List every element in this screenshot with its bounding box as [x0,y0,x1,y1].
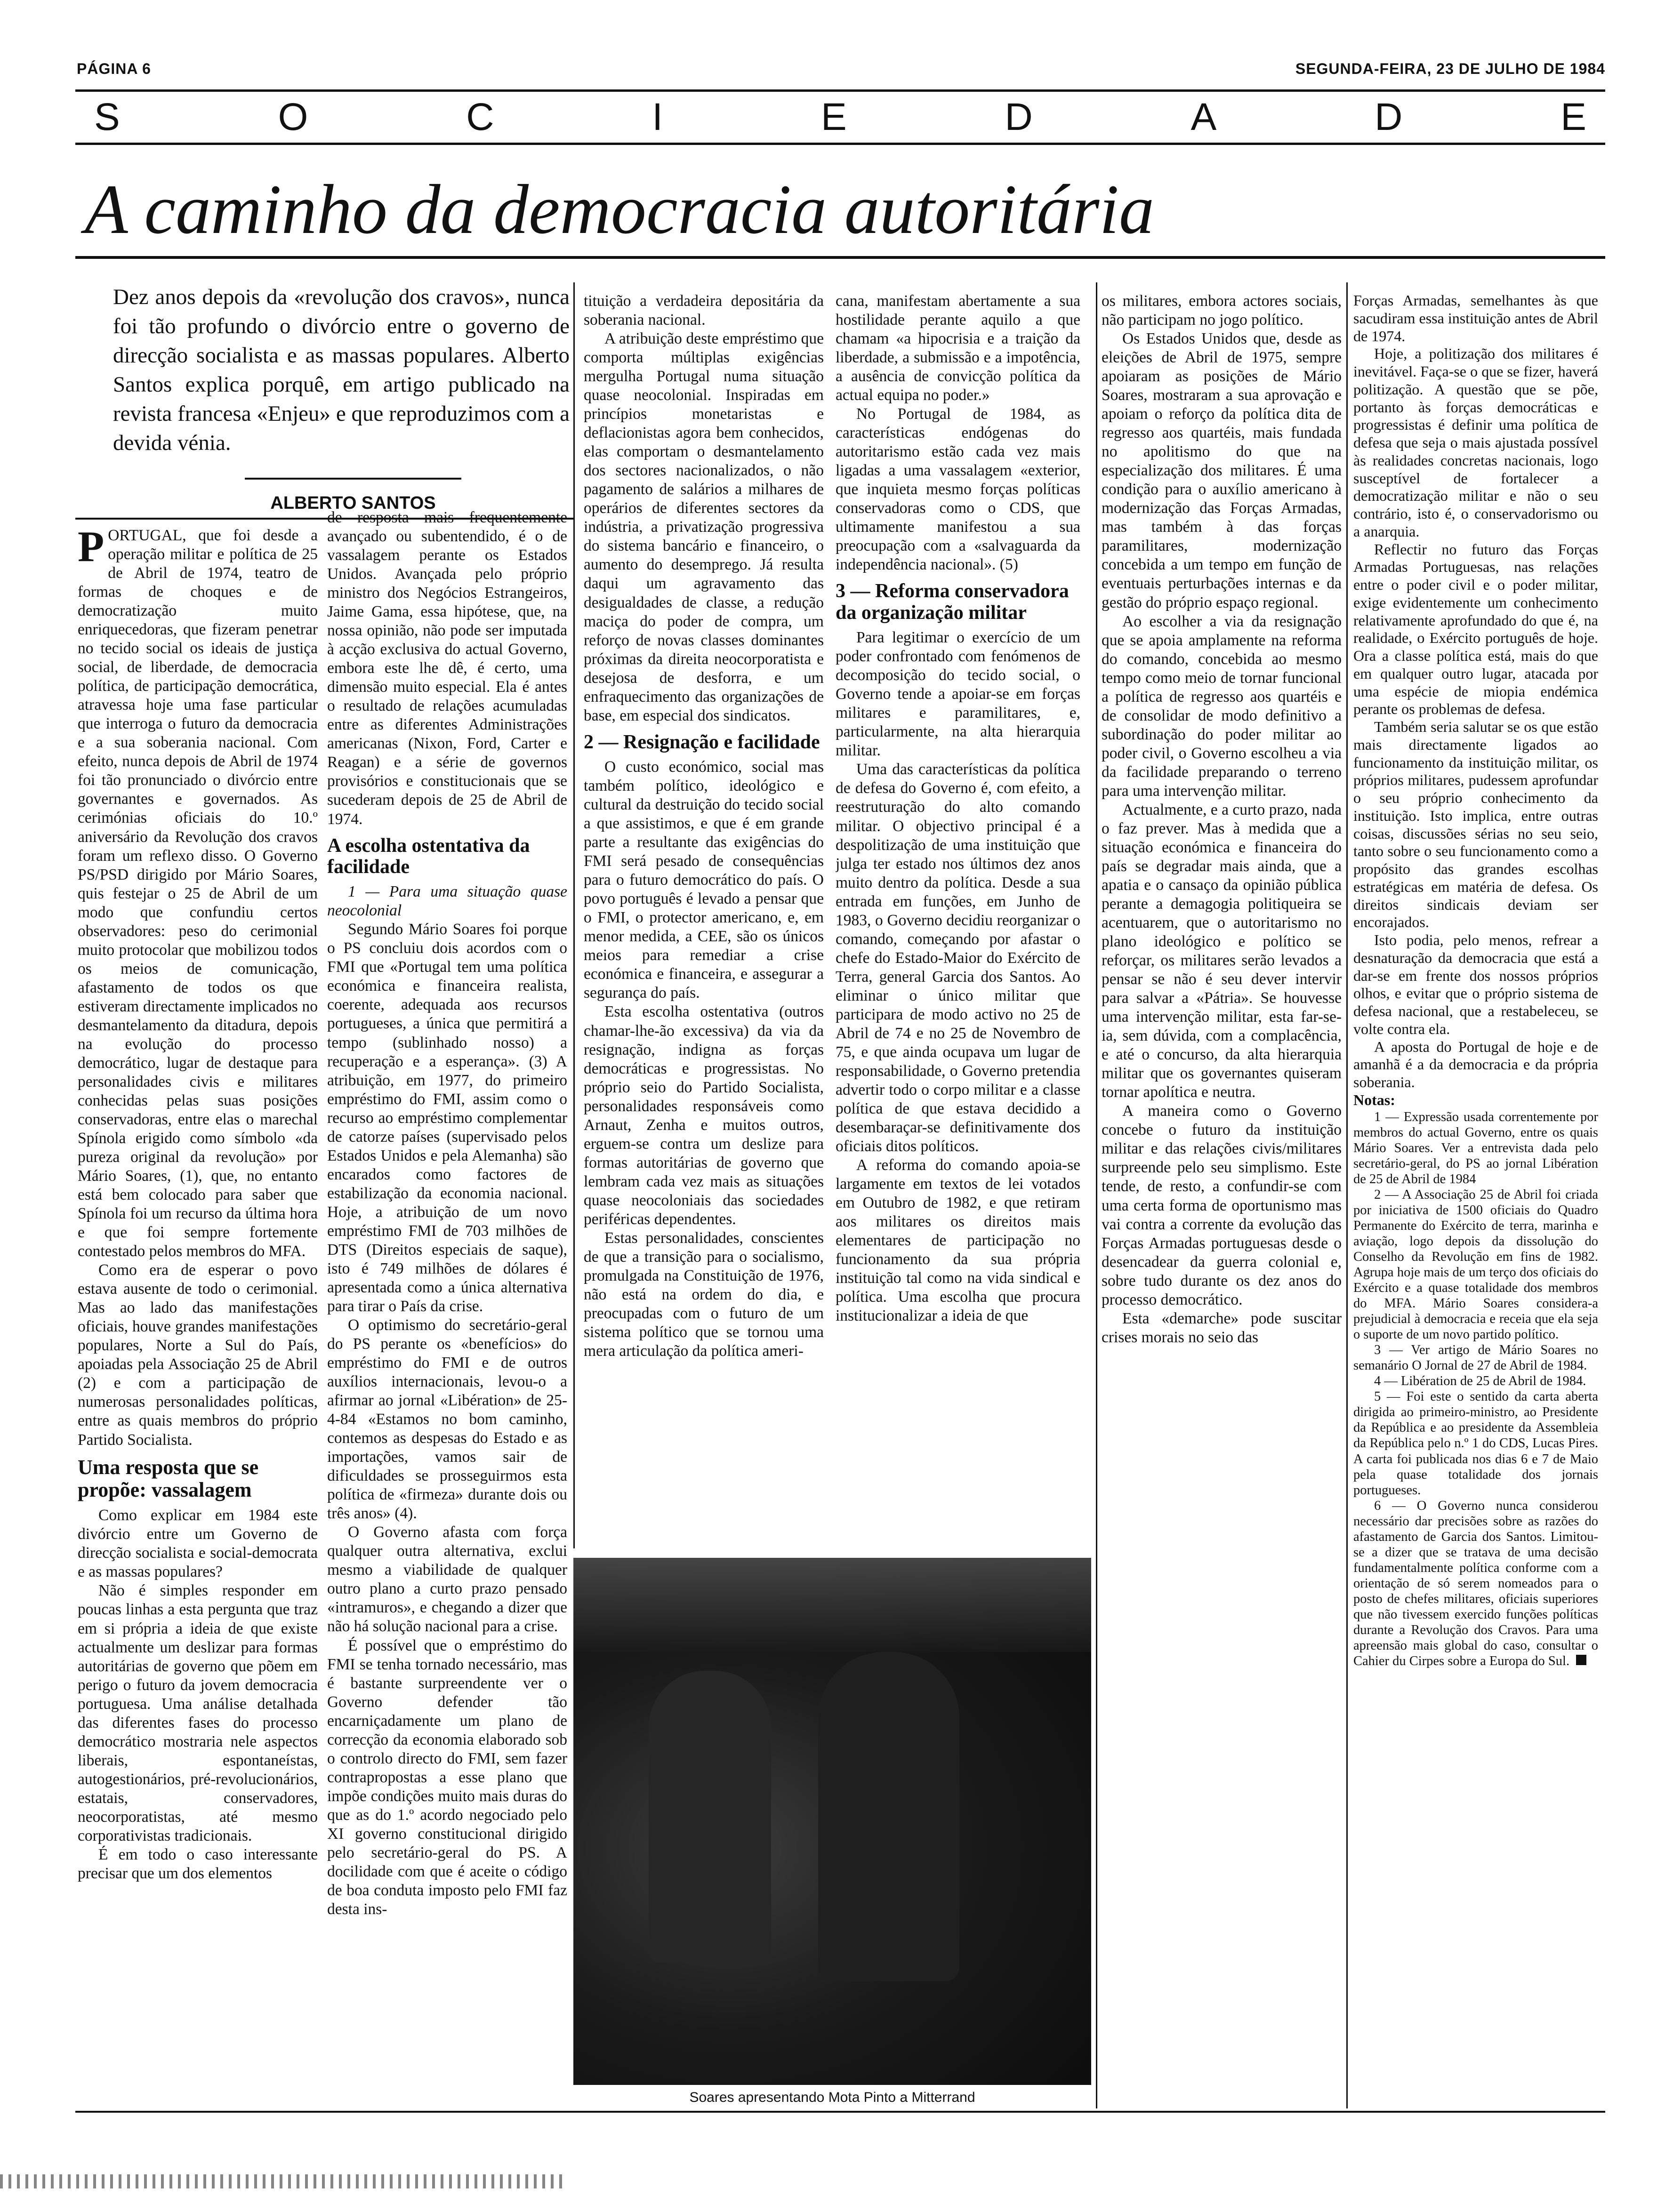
paragraph: Ao escolher a via da resignação que se apoia amplamente na reforma do comando, concebida ao mesmo tempo como meio de tornar funcional a política de regresso aos quartéis e de consolidar de modo definitivo a subordinação do poder militar ao poder civil, o Governo escolheu a via da facilidade preparando o terreno para uma intervenção militar. [1102,612,1342,800]
footnote: 3 — Ver artigo de Mário Soares no semanário O Jornal de 27 de Abril de 1984. [1353,1343,1598,1373]
section-letter: E [1560,96,1586,138]
paragraph: 1 — Para uma situação quase neocolonial [327,883,567,920]
paragraph: O custo económico, social mas também político, ideológico e cultural da destruição do tecido social a que assistimos, e que é em grande parte a resultante das exigências do FMI será pesado de consequências para o futuro democrático do país. O povo português é levado a pensar que o FMI, o protector americano, e, em menor medida, a CEE, são os únicos meios para remediar a crise económica e financeira, e assegurar a segurança do país. [584,758,824,1002]
subheading: A escolha ostentativa da facilidade [327,834,530,878]
article-column-5 [1102,292,1342,1548]
paragraph: Esta escolha ostentativa (outros chamar-lhe-ão excessiva) da via da resignação, indigna as forças democráticas e progressistas. No próprio seio do Partido Socialista, personalidades responsáveis como Arnaut, Zenha e muitos outros, erguem-se contra um deslize para formas autoritárias de governo que lembram cada vez mais as situações quase neocoloniais das sociedades periféricas dependentes. [584,1003,824,1228]
article-column-4 [836,292,1080,1548]
paragraph: Forças Armadas, semelhantes às que sacudiram essa instituição antes de Abril de 1974. [1353,292,1598,345]
section-letter: I [652,96,663,138]
footnote: 1 — Expressão usada correntemente por membros do actual Governo, entre os quais Mário Soares. Ver a entrevista dada pelo secretário-geral, do PS ao jornal Libération de 25 de Abril de 1984 [1353,1109,1598,1186]
byline: ALBERTO SANTOS [270,493,436,513]
paragraph: É possível que o empréstimo do FMI se tenha tornado necessário, mas é bastante surpreendente ver o Governo defender tão encarniçadamente um plano de correcção da economia elaborado sob o controlo directo do FMI, sem fazer contrapropostas a esse plano que impõe condições muito mais duras do que as do 1.º acordo negociado pelo XI governo constitucional dirigido pelo secretário-geral do PS. A docilidade com que é aceite o código de boa conduta imposto pelo FMI faz desta ins- [327,1636,567,1918]
section-letter: E [820,96,847,138]
column-rule [1096,282,1097,2108]
page-bottom-rule [75,2111,1605,2113]
column-rule [1346,282,1348,2108]
paragraph: Esta «demarche» pode suscitar crises morais no seio das [1102,1309,1342,1346]
column-rule [573,282,575,1548]
article-lead: Dez anos depois da «revolução dos cravos», nunca foi tão profundo o divórcio entre o governo de direcção socialista e as massas populares. Alberto Santos explica porquê, em artigo publicado na revista francesa «Enjeu» e que reproduzimos com a devida vénia. [113,285,570,456]
paragraph: Os Estados Unidos que, desde as eleições de Abril de 1975, sempre apoiaram as posições de Mário Soares, mostraram a sua aprovação e apoiam o reforço da política dita de regresso aos quartéis, mais fundada no apolitismo do que na especialização dos militares. É uma condição para o auxílio americano à modernização das Forças Armadas, mas também à das forças paramilitares, modernização concebida a um tempo em função de eventuais perturbações internas e da gestão do próprio espaço regional. [1102,330,1342,611]
paragraph: Como era de esperar o povo estava ausente de todo o cerimonial. Mas ao lado das manifestações oficiais, houve grandes manifestações populares, Norte a Sul do País, apoiadas pela Associação 25 de Abril (2) e com a participação de numerosas personalidades políticas, entre as quais membros do próprio Partido Socialista. [78,1261,318,1449]
paragraph: tituição a verdadeira depositária da soberania nacional. [584,292,824,329]
photo-background [573,1558,1091,1652]
paragraph: PORTUGAL, que foi desde a operação militar e política de 25 de Abril de 1974, teatro de formas de choques e de democratização muito enriquecedoras, que fizeram penetrar no tecido social os ideais de justiça social, de liberdade, de democracia política, de participação democrática, atravessa hoje uma fase particular que interroga o futuro da democracia e a sua soberania nacional. Com efeito, nunca depois de Abril de 1974 foi tão pronunciado o divórcio entre governantes e governados. As cerimónias oficiais do 10.º aniversário da Revolução dos cravos foram um reflexo disso. O Governo PS/PSD dirigido por Mário Soares, quis festejar o 25 de Abril de um modo que confundiu certos observadores: peso do cerimonial muito protocolar que mobilizou todos os meios de comunicação, afastamento de todos os que estiveram directamente implicados no desmantelamento da ditadura, depois na evolução do processo democrático, lugar de destaque para personalidades civis e militares conhecidas pelas suas posições conservadoras, entre elas o marechal Spínola erigido como símbolo «da pureza original da revolução» por Mário Soares, (1), que, no entanto está bem colocado para saber que Spínola foi um recurso da última hora e que foi sempre fortemente contestado pelos membros do MFA. [78,526,318,1260]
paragraph: A aposta do Portugal de hoje e de amanhã é a da democracia e da própria soberania. [1353,1038,1598,1090]
section-letter: O [278,96,308,138]
paragraph: O optimismo do secretário-geral do PS perante os «benefícios» do empréstimo do FMI e de outros auxílios internacionais, levou-o a afirmar ao jornal «Libération» de 25-4-84 «Estamos no bom caminho, contemos as despesas do Estado e as importações, vamos sair de dificuldades se prosseguirmos esta política de «firmeza» durante dois ou três anos» (4). [327,1316,567,1523]
notes-heading: Notas: [1353,1091,1395,1108]
section-letter: C [466,96,494,138]
paragraph: Para legitimar o exercício de um poder confrontado com fenómenos de decomposição do tecido social, o Governo tende a apoiar-se em forças militares e paramilitares, e, particularmente, na alta hierarquia militar. [836,629,1080,760]
person-silhouette [649,1671,771,1963]
headline: A caminho da democracia autoritária [85,170,1155,248]
paragraph: Não é simples responder em poucas linhas a esta pergunta que traz em si própria a ideia de que existe actualmente um deslizar para formas autoritárias de governo que põem em perigo o futuro da jovem democracia portuguesa. Uma análise detalhada das diferentes fases do processo democrático mostraria nele aspectos liberais, espontaneístas, autogestionários, pré-revolucionários, estatais, conservadores, neocorporatistas, até mesmo corporativistas tradicionais. [78,1582,318,1844]
paragraph: de resposta mais frequentemente avançado ou subentendido, é o de vassalagem perante os Estados Unidos. Avançada pelo próprio ministro dos Negócios Estrangeiros, Jaime Gama, essa hipótese, que, na nossa opinião, não pode ser imputada à acção exclusiva do actual Governo, embora este lhe dê, é certo, uma dimensão muito especial. Ela é antes o resultado de relações acumuladas entre as diferentes Administrações americanas (Nixon, Ford, Carter e Reagan) e a série de governos provisórios e constitucionais que se sucederam depois de 25 de Abril de 1974. [327,509,567,828]
paragraph: Reflectir no futuro das Forças Armadas Portuguesas, nas relações entre o poder civil e o poder militar, exige evidentemente um conhecimento relativamente aprofundado do que é, na realidade, o Exército português de hoje. Ora a classe política está, mais do que em qualquer outro lugar, atacada por uma espécie de miopia endémica perante os problemas de defesa. [1353,540,1598,718]
paragraph: No Portugal de 1984, as características endógenas do autoritarismo estão cada vez mais ligadas a uma vassalagem «exterior, que inquieta mesmo forças políticas conservadoras como o CDS, que ultimamente manifestou a sua preocupação com a «salvaguarda da independência nacional». (5) [836,405,1080,574]
article-column-3 [584,292,824,1548]
page-number: PÁGINA 6 [77,60,151,77]
paragraph: A atribuição deste empréstimo que comporta múltiplas exigências mergulha Portugal numa situação quase neocolonial. Inspiradas em princípios monetaristas e deflacionistas agora bem conhecidos, elas comportam o desmantelamento dos sectores nacionalizados, o não pagamento de salários a milhares de operários de diferentes sectores da indústria, a privatização progressiva do sistema bancário e financeiro, o aumento do desemprego. Já resulta daqui um agravamento das desigualdades de classe, a redução maciça do poder de compra, um reforço de novas classes dominantes próximas da direita neocorporatista e desejosa de desforra, e um enfraquecimento das organizações de base, em especial dos sindicatos. [584,330,824,724]
subheading: Uma resposta que se propõe: vassalagem [78,1455,259,1501]
section-letter: A [1190,96,1217,138]
section-letter: S [94,96,120,138]
subheading: 2 — Resignação e facilidade [584,731,820,753]
paragraph: É em todo o caso interessante precisar que um dos elementos [78,1845,318,1882]
person-silhouette [818,1652,959,1981]
paragraph: A reforma do comando apoia-se largamente em textos de lei votados em Outubro de 1982, e que retiram aos militares os direitos mais elementares de participação no funcionamento da sua própria instituição tal como na vida sindical e política. Uma escolha que procura institucionalizar a ideia de que [836,1156,1080,1325]
paragraph: os militares, embora actores sociais, não participam no jogo político. [1102,292,1342,329]
paragraph: Estas personalidades, conscientes de que a transição para o socialismo, promulgada na Constituição de 1976, não está na ordem do dia, e preocupadas com o futuro de um sistema político que se tornou uma mera articulação da política ameri- [584,1229,824,1360]
paragraph: Segundo Mário Soares foi porque o PS concluiu dois acordos com o FMI que «Portugal tem uma política económica e financeira realista, coerente, adequada aos recursos portugueses, a única que permitirá a tempo (sublinhado nosso) a recuperação e a esperança». (3) A atribuição, em 1977, do primeiro empréstimo do FMI, assim como o recurso ao empréstimo complementar de catorze países (supervisado pelos Estados Unidos e pela Alemanha) são encarados como factores de estabilização da economia nacional. Hoje, a atribuição de um novo empréstimo FMI de 703 milhões de DTS (Direitos especiais de saque), isto é 749 milhões de dólares é apresentada como a única alternativa para tirar o País da crise. [327,921,567,1315]
footnote: 6 — O Governo nunca considerou necessário dar precisões sobre as razões do afastamento de Garcia dos Santos. Limitou-se a dizer que se tratava de uma decisão fundamentalmente política conforme com a orientação de só serem nomeados para o posto de chefes militares, oficiais superiores que não tivessem exercido funções políticas durante a Revolução dos Cravos. Para uma apreensão mais global do caso, consultar o Cahier du Cirpes sobre a Europa do Sul. [1353,1498,1598,1669]
issue-date: SEGUNDA-FEIRA, 23 DE JULHO DE 1984 [1295,60,1605,77]
drop-cap: P [78,526,105,570]
section-banner [75,89,1605,145]
paragraph: A maneira como o Governo concebe o futuro da instituição militar e das relações civis/militares surpreende pelo seu simplismo. Este tende, de resto, a confundir-se com uma certa forma de oportunismo mas vai contra a corrente da evolução das Forças Armadas portuguesas desde o desencadear da guerra colonial e, sobre tudo durante os dez anos do processo democrático. [1102,1102,1342,1308]
paragraph: Também seria salutar se os que estão mais directamente ligados ao funcionamento da instituição militar, os próprios militares, pudessem aprofundar o seu próprio conhecimento da instituição. Isto implica, entre outras coisas, discussões sérias no seu seio, tanto sobre o seu funcionamento como a propósito das grandes escolhas estratégicas em matéria de defesa. Os direitos sindicais deviam ser encorajados. [1353,718,1598,931]
subheading: 3 — Reforma conservadora da organização militar [836,580,1069,624]
paragraph: Actualmente, e a curto prazo, nada o faz prever. Mas à medida que a situação económica e financeira do país se degradar mais ainda, que a apatia e o cansaço da opinião pública perante a demagogia politiqueira se acentuarem, que o autoritarismo no plano ideológico e político se reforçar, os militares serão levados a pensar se não é seu dever intervir para salvar a «Pátria». Se houvesse uma intervenção militar, esta far-se-ia, sem dúvida, com a complacência, e até o concurso, da alta hierarquia militar que os governantes quiseram tornar apolítica e neutra. [1102,801,1342,1101]
headline-box [75,150,1605,259]
section-letter: D [1005,96,1033,138]
paragraph: Uma das características da política de defesa do Governo é, com efeito, a reestruturação do alto comando militar. O objectivo principal é a despolitização de uma instituição que julga ter estado nos últimos dez anos muito dentro da política. Desde a sua entrada em funções, em Junho de 1983, o Governo decidiu reorganizar o comando, começando por afastar o chefe do Estado-Maior do Exército de Terra, general Garcia dos Santos. Ao eliminar o único militar que participara de modo activo no 25 de Abril de 74 e no 25 de Novembro de 75, e que ainda ocupava um lugar de responsabilidade, o Governo pretendia advertir todo o corpo militar e a classe política de que estava decidido a desembaraçar-se definitivamente dos oficiais ditos políticos. [836,761,1080,1155]
footnotes [1353,1109,1598,1669]
photo-caption: Soares apresentando Mota Pinto a Mitterrand [689,2090,975,2105]
article-column-2 [327,508,567,2118]
scan-edge-marks [0,2174,565,2188]
article-column-1 [78,526,318,2122]
paragraph: cana, manifestam abertamente a sua hostilidade perante aquilo a que chamam «a hipocrisia e a traição da liberdade, a submissão e a impotência, a ausência de convicção política da actual equipa no poder.» [836,292,1080,404]
article-column-6 [1353,292,1598,2118]
footnote: 5 — Foi este o sentido da carta aberta dirigida ao primeiro-ministro, ao Presidente da República e ao presidente da Assembleia da República pelo n.º 1 do CDS, Lucas Pires. A carta foi publicada nos dias 6 e 7 de Maio pela quase totalidade dos jornais portugueses. [1353,1389,1598,1498]
end-mark [1576,1655,1586,1665]
footnote: 4 — Libération de 25 de Abril de 1984. [1374,1374,1586,1389]
byline-rule [245,478,461,480]
paragraph: Isto podia, pelo menos, refrear a desnaturação da democracia que está a dar-se em frente dos nossos próprios olhos, e evitar que o próprio sistema de defesa nacional, que a restabeleceu, se volte contra ela. [1353,931,1598,1037]
news-photo [573,1558,1091,2085]
section-letter: D [1375,96,1403,138]
paragraph: Como explicar em 1984 este divórcio entre um Governo de direcção socialista e social-democrata e as massas populares? [78,1507,318,1581]
footnote: 2 — A Associação 25 de Abril foi criada por iniciativa de 1500 oficiais do Quadro Permanente do Exército de terra, marinha e aviação, logo depois da dissolução do Conselho da Revolução em fins de 1982. Agrupa hoje mais de um terço dos oficiais do Exército e a quase totalidade dos membros do MFA. Mário Soares considera-a prejudicial à democracia e receia que ela seja o suporte de um novo partido político. [1353,1187,1598,1342]
paragraph: Hoje, a politização dos militares é inevitável. Faça-se o que se fizer, haverá politização. A questão que se põe, portanto às forças democráticas e progressistas é definir uma política de defesa que seja o mais ajustada possível às realidades concretas nacionais, logo susceptível de fortalecer a democratização militar e não o seu contrário, isto é, o conservadorismo ou a anarquia. [1353,345,1598,540]
paragraph: O Governo afasta com força qualquer outra alternativa, exclui mesmo a viabilidade de qualquer outro plano a curto prazo pensado «intramuros», e chegando a dizer que não há solução nacional para a crise. [327,1523,567,1635]
